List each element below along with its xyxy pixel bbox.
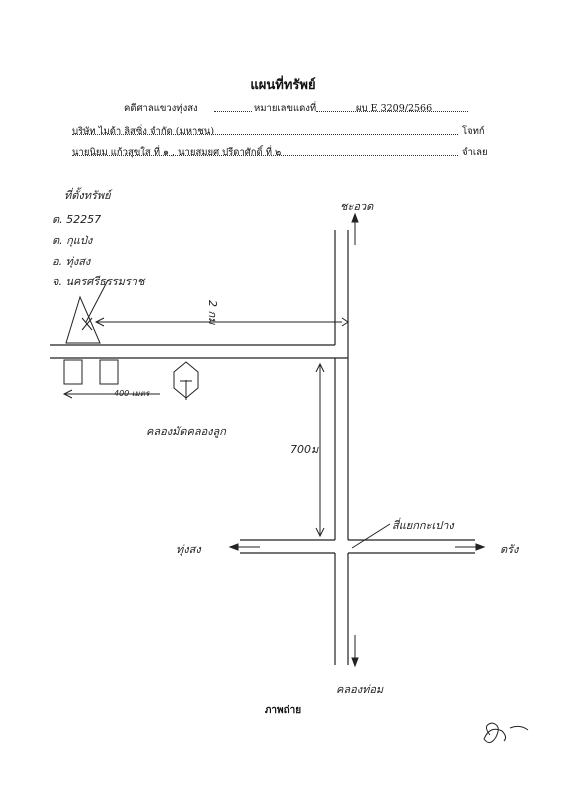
distance-horizontal-label: 2 กม: [206, 300, 219, 325]
junction-label: สี่แยกกะเปาง: [392, 519, 454, 532]
photo-caption: ภาพถ่าย: [264, 705, 302, 716]
east-label: ตรัง: [500, 543, 519, 556]
court-label: คดีศาลแขวงทุ่งสง: [124, 103, 198, 114]
defendant-names: นายนิยม แก้วสุขใส ที่ ๑ , นายสมยศ ปรีดาศักดิ์ ที่ ๒: [72, 147, 282, 158]
arrowhead-icon: [352, 658, 358, 666]
case-no-value: ผบ E 3209/2566: [356, 103, 433, 114]
landmark-label: คลองมัดคลองลูก: [146, 425, 226, 438]
south-label: คลองท่อม: [336, 683, 384, 696]
north-label: ชะอวด: [340, 200, 374, 213]
distance-short-label: 400 เมตร: [114, 389, 150, 398]
plaintiff-label: โจทก์: [462, 126, 485, 137]
building-icon: [100, 360, 118, 384]
address-line: อ. ทุ่งสง: [52, 255, 91, 268]
arrowhead-icon: [476, 544, 484, 550]
property-title: ที่ตั้งทรัพย์: [64, 189, 111, 202]
plaintiff-name: บริษัท ไมด้า ลิสซิ่ง จำกัด (มหาชน): [72, 126, 215, 137]
signature-scribble: [484, 723, 528, 743]
distance-vertical-label: 700ม: [290, 443, 319, 456]
defendant-label: จำเลย: [462, 147, 488, 158]
case-no-label: หมายเลขแดงที่: [254, 103, 317, 114]
address-line: ต. กุแป่ง: [52, 234, 93, 247]
building-icon: [64, 360, 82, 384]
address-line: ต. 52257: [52, 213, 102, 226]
property-triangle-icon: [66, 297, 100, 343]
document-title: แผนที่ทรัพย์: [250, 78, 316, 93]
arrowhead-icon: [342, 318, 348, 326]
arrowhead-icon: [230, 544, 238, 550]
arrowhead-icon: [352, 214, 358, 222]
west-label: ทุ่งสง: [176, 543, 201, 556]
pointer-line: [352, 524, 390, 548]
address-line: จ. นครศรีธรรมราช: [52, 275, 145, 288]
